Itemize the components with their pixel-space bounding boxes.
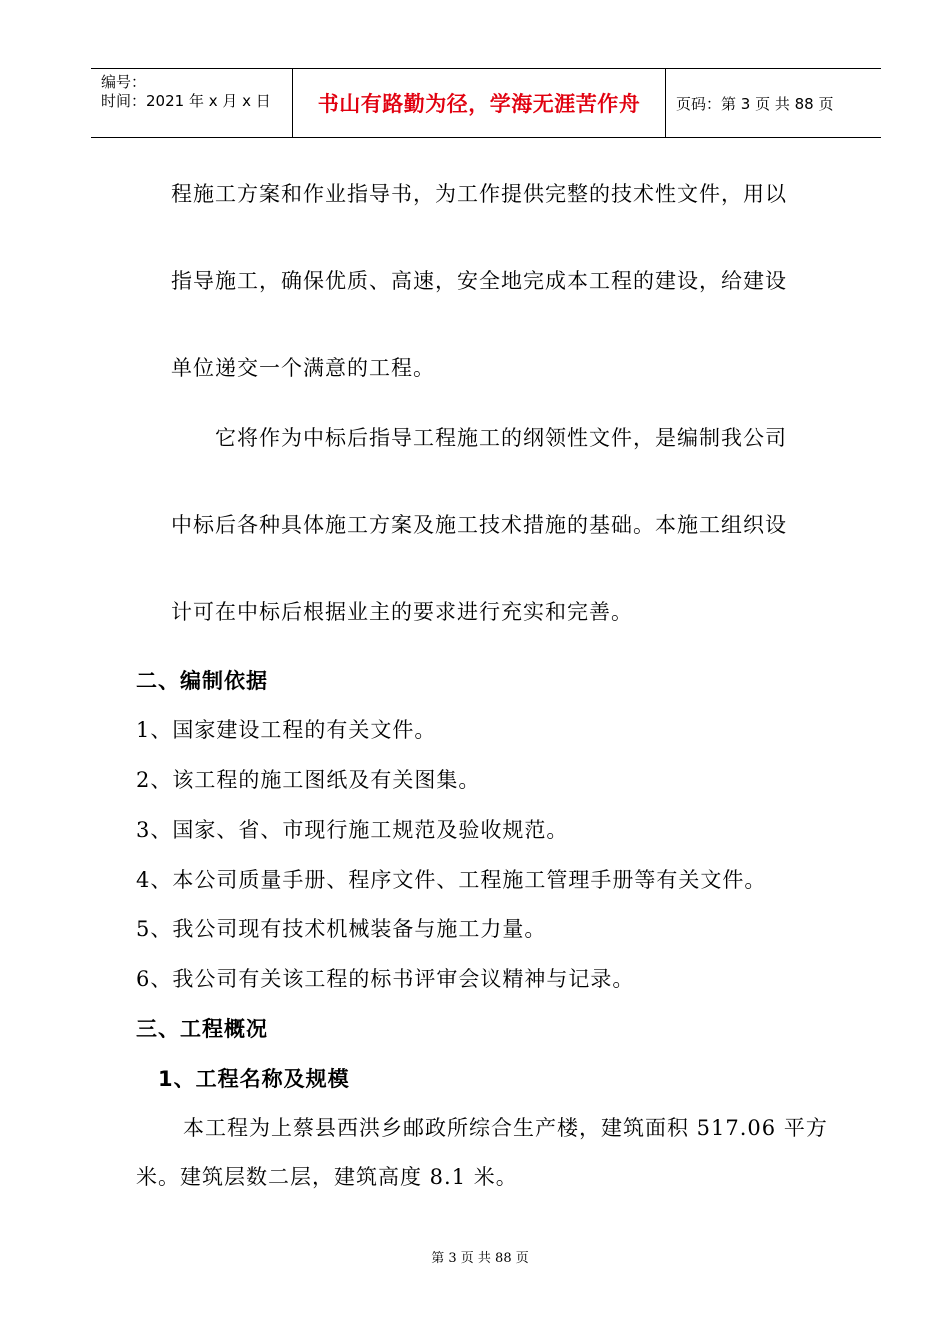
header-meta-cell — [91, 69, 293, 137]
document-time-label: 时间：2021 年 x 月 x 日 — [101, 92, 271, 110]
overview-line-2: 米。建筑层数二层，建筑高度 8.1 米。 — [136, 1165, 518, 1189]
basis-item-2: 2、该工程的施工图纸及有关图集。 — [136, 768, 481, 792]
section-basis-title: 二、编制依据 — [136, 669, 268, 693]
page-header — [91, 68, 881, 138]
basis-item-5: 5、我公司现有技术机械装备与施工力量。 — [136, 917, 547, 941]
paragraph2-line-1: 它将作为中标后指导工程施工的纲领性文件，是编制我公司 — [215, 426, 787, 450]
intro-line-2: 指导施工，确保优质、高速，安全地完成本工程的建设，给建设 — [171, 269, 787, 293]
section-overview-title: 三、工程概况 — [136, 1017, 268, 1041]
header-page-info: 页码：第 3 页 共 88 页 — [676, 94, 834, 113]
paragraph2-line-2: 中标后各种具体施工方案及施工技术措施的基础。本施工组织设 — [171, 513, 787, 537]
basis-item-6: 6、我公司有关该工程的标书评审会议精神与记录。 — [136, 967, 635, 991]
header-motto: 书山有路勤为径，学海无涯苦作舟 — [293, 69, 666, 137]
basis-item-4: 4、本公司质量手册、程序文件、工程施工管理手册等有关文件。 — [136, 868, 767, 892]
section-overview-subtitle: 1、工程名称及规模 — [158, 1067, 350, 1091]
paragraph2-line-3: 计可在中标后根据业主的要求进行充实和完善。 — [171, 600, 633, 624]
page-footer: 第 3 页 共 88 页 — [431, 1251, 529, 1266]
overview-line-1: 本工程为上蔡县西洪乡邮政所综合生产楼，建筑面积 517.06 平方 — [183, 1116, 828, 1140]
document-number-label: 编号： — [101, 73, 147, 91]
intro-line-1: 程施工方案和作业指导书，为工作提供完整的技术性文件，用以 — [171, 182, 787, 206]
intro-line-3: 单位递交一个满意的工程。 — [171, 356, 435, 380]
basis-item-1: 1、国家建设工程的有关文件。 — [136, 718, 437, 742]
basis-item-3: 3、国家、省、市现行施工规范及验收规范。 — [136, 818, 569, 842]
